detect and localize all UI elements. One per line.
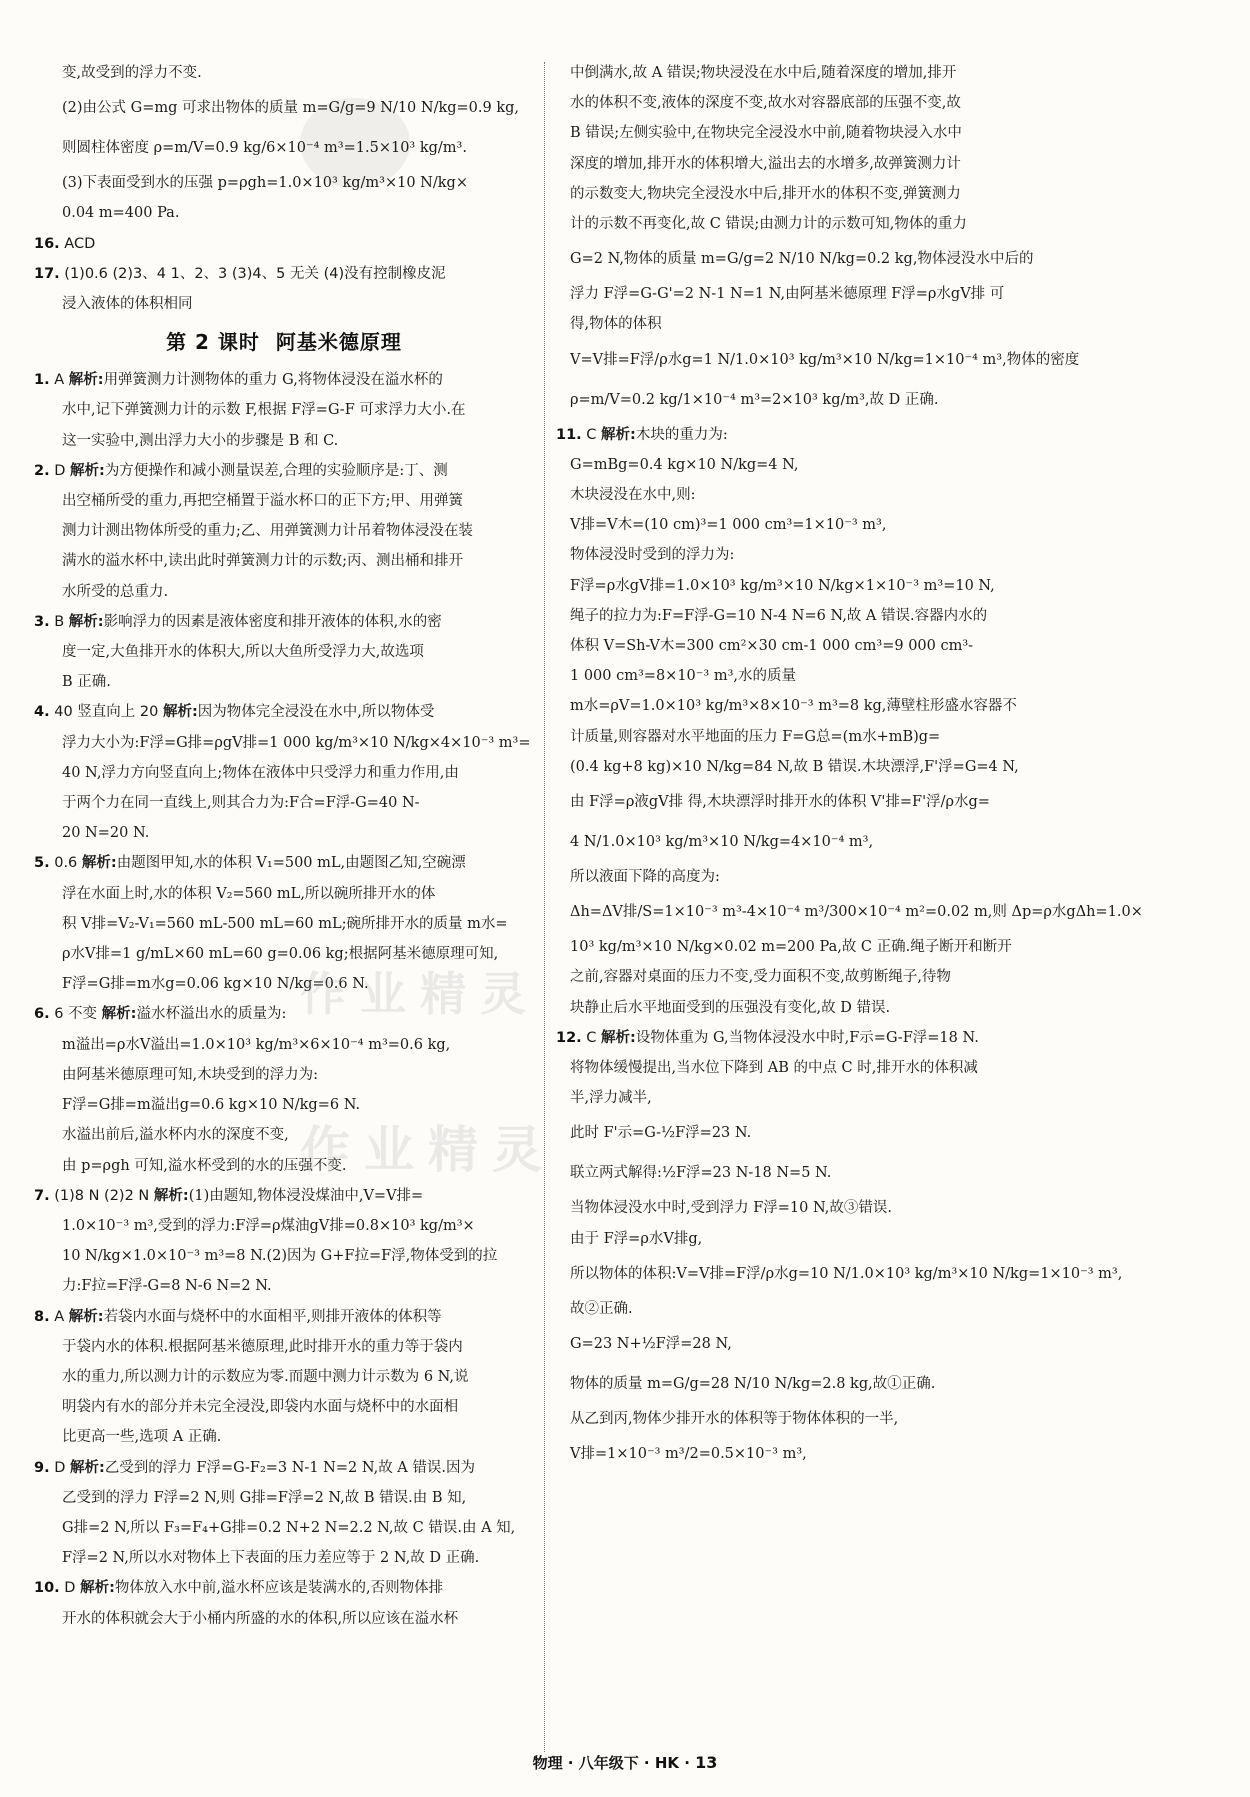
text-line: (3)下表面受到水的压强 p=ρgh=1.0×10³ kg/m³×10 N/kg× [62, 175, 468, 192]
lesson-number: 第 2 课时 [166, 330, 260, 355]
question-number: 7. [34, 1187, 50, 1204]
watermark-lower: 作业精灵 [300, 1121, 556, 1179]
text-line: 得,物体的体积 [570, 316, 662, 333]
analysis-label: 解析: [601, 1029, 636, 1046]
question-number: 10. [34, 1580, 60, 1597]
question-number: 17. [34, 265, 60, 282]
analysis-text: 溢水杯溢出水的质量为: [136, 1006, 287, 1023]
question-number: 8. [34, 1308, 50, 1325]
page-footer [0, 1752, 1250, 1773]
answer-item [34, 456, 534, 486]
analysis-label: 解析: [153, 1187, 189, 1204]
analysis-text: 物体放入水中前,溢水杯应该是装满水的,否则物体排 [114, 1580, 444, 1597]
text-line: (2)由公式 G=mg 可求出物体的质量 m=G/g=9 N/10 N/kg=0.9 kg, [62, 100, 520, 117]
text-line: 1.0×10⁻³ m³,受到的浮力:F浮=ρ煤油gV排=0.8×10³ kg/m³× [62, 1217, 475, 1234]
answer-item [34, 1573, 534, 1603]
text-line: V排=V木=(10 cm)³=1 000 cm³=1×10⁻³ m³, [570, 517, 887, 534]
text-line: 之前,容器对桌面的压力不变,受力面积不变,故剪断绳子,待物 [570, 969, 951, 986]
text-line: G=23 N+½F浮=28 N, [570, 1336, 732, 1353]
question-number: 6. [34, 1006, 50, 1023]
answer-choice: 0.6 [54, 855, 78, 872]
text-line: B 错误;左侧实验中,在物块完全浸没水中前,随着物块浸入水中 [570, 125, 962, 142]
analysis-label: 解析: [81, 855, 117, 872]
analysis-label: 解析: [70, 1459, 105, 1476]
text-line: 满水的溢水杯中,读出此时弹簧测力计的示数;丙、测出桶和排开 [62, 553, 463, 570]
answer-item [34, 1181, 534, 1211]
text-line: 从乙到丙,物体少排开水的体积等于物体体积的一半, [570, 1411, 899, 1428]
text-line: ρ水V排=1 g/mL×60 mL=60 g=0.06 kg;根据阿基米德原理可知, [62, 946, 499, 963]
page-number: 13 [695, 1753, 718, 1772]
text-line: 浮力 F浮=G-G'=2 N-1 N=1 N,由阿基米德原理 F浮=ρ水gV排 可 [570, 286, 1005, 303]
question-number: 11. [556, 426, 582, 443]
analysis-text: 影响浮力的因素是液体密度和排开液体的体积,水的密 [103, 613, 442, 630]
column-divider [544, 62, 545, 1752]
text-line: F浮=2 N,所以水对物体上下表面的压力差应等于 2 N,故 D 正确. [62, 1550, 480, 1567]
analysis-label: 解析: [601, 426, 636, 443]
answer-choice: 6 不变 [54, 1006, 98, 1023]
text-line: 由 F浮=ρ液gV排 得,木块漂浮时排开水的体积 V'排=F'浮/ρ水g= [570, 794, 990, 811]
text-line: 故②正确. [570, 1300, 633, 1317]
text-line: 当物体浸没水中时,受到浮力 F浮=10 N,故③错误. [570, 1200, 892, 1217]
lesson-title: 阿基米德原理 [275, 330, 402, 355]
text-line: 比更高一些,选项 A 正确. [62, 1429, 222, 1446]
text-line: Δh=ΔV排/S=1×10⁻³ m³-4×10⁻⁴ m³/300×10⁻⁴ m²=0.02 m,则 Δp=ρ水gΔh=1.0× [570, 904, 1143, 921]
footer-text: 物理 · 八年级下 · HK · [532, 1754, 696, 1772]
analysis-text: 因为物体完全浸没在水中,所以物体受 [197, 704, 435, 721]
text-line: F浮=G排=m溢出g=0.6 kg×10 N/kg=6 N. [62, 1097, 361, 1114]
text-line: 联立两式解得:½F浮=23 N-18 N=5 N. [570, 1165, 832, 1182]
text-line: 由 p=ρgh 可知,溢水杯受到的水的压强不变. [62, 1157, 347, 1174]
answer-choice: 40 竖直向上 20 [54, 704, 159, 721]
analysis-label: 解析: [80, 1580, 115, 1597]
text-line: m水=ρV=1.0×10³ kg/m³×8×10⁻³ m³=8 kg,薄壁柱形盛水容器不 [570, 698, 1017, 715]
answer-item [34, 259, 534, 289]
text-line: 于两个力在同一直线上,则其合力为:F合=F浮-G=40 N- [62, 795, 420, 812]
answer-choice: D [64, 1580, 76, 1597]
analysis-label: 解析: [68, 372, 104, 389]
text-line: 明袋内有水的部分并未完全浸没,即袋内水面与烧杯中的水面相 [62, 1399, 459, 1416]
analysis-text: (1)由题知,物体浸没煤油中,V=V排= [188, 1187, 424, 1204]
answer-item [34, 365, 534, 395]
text-line: 水的体积不变,液体的深度不变,故水对容器底部的压强不变,故 [570, 95, 961, 112]
text-line: 将物体缓慢提出,当水位下降到 AB 的中点 C 时,排开水的体积减 [570, 1060, 978, 1077]
text-line: 水所受的总重力. [62, 583, 169, 600]
analysis-text: 若袋内水面与烧杯中的水面相平,则排开液体的体积等 [103, 1308, 442, 1325]
answer-choice: (1)8 N (2)2 N [54, 1187, 150, 1204]
text-line: 的示数变大,物块完全浸没水中后,排开水的体积不变,弹簧测力 [570, 185, 961, 202]
text-line: 中倒满水,故 A 错误;物块浸没在水中后,随着深度的增加,排开 [570, 65, 957, 81]
analysis-label: 解析: [68, 1308, 104, 1325]
answer-choice: ACD [64, 235, 96, 252]
text-line: 水中,记下弹簧测力计的示数 F,根据 F浮=G-F 可求浮力大小.在 [62, 402, 466, 419]
analysis-label: 解析: [162, 704, 198, 721]
text-line: 这一实验中,测出浮力大小的步骤是 B 和 C. [62, 432, 339, 449]
question-number: 5. [34, 855, 50, 872]
text-line: 计的示数不再变化,故 C 错误;由测力计的示数可知,物体的重力 [570, 216, 967, 233]
text-line: 10³ kg/m³×10 N/kg×0.02 m=200 Pa,故 C 正确.绳子断开和断开 [570, 939, 1012, 956]
text-line: G=2 N,物体的质量 m=G/g=2 N/10 N/kg=0.2 kg,物体浸没水中后的 [570, 251, 1034, 268]
section-heading [34, 319, 534, 365]
text-line: 20 N=20 N. [62, 825, 150, 842]
text-line: 此时 F'示=G-½F浮=23 N. [570, 1125, 752, 1142]
text-line: 所以物体的体积:V=V排=F浮/ρ水g=10 N/1.0×10³ kg/m³×10 N/kg=1×10⁻³ m³, [570, 1265, 1123, 1282]
text-line: 水的重力,所以测力计的示数应为零.而题中测力计示数为 6 N,说 [62, 1368, 469, 1385]
text-line: 浸入液体的体积相同 [62, 296, 193, 313]
answer-choice: C [586, 426, 597, 443]
answer-item [34, 848, 534, 878]
text-line: (0.4 kg+8 kg)×10 N/kg=84 N,故 B 错误.木块漂浮,F'浮=G=4 N, [570, 758, 1019, 775]
answer-item [556, 1023, 1078, 1053]
text-line: F浮=G排=m水g=0.06 kg×10 N/kg=0.6 N. [62, 976, 369, 993]
text-line: 由阿基米德原理可知,木块受到的浮力为: [62, 1066, 318, 1083]
answer-choice: A [54, 372, 65, 389]
text-line: 度一定,大鱼排开水的体积大,所以大鱼所受浮力大,故选项 [62, 644, 424, 661]
text-line: F浮=ρ水gV排=1.0×10³ kg/m³×10 N/kg×1×10⁻³ m³=10 N, [570, 577, 995, 594]
question-number: 3. [34, 613, 50, 630]
answer-item [34, 1302, 534, 1332]
text-line: 0.04 m=400 Pa. [62, 205, 180, 222]
text-line: m溢出=ρ水V溢出=1.0×10³ kg/m³×6×10⁻⁴ m³=0.6 kg, [62, 1036, 451, 1053]
text-line: 1 000 cm³=8×10⁻³ m³,水的质量 [570, 668, 797, 685]
answer-item [34, 229, 534, 259]
text-line: 4 N/1.0×10³ kg/m³×10 N/kg=4×10⁻⁴ m³, [570, 834, 874, 851]
answer-choice: (1)0.6 (2)3、4 1、2、3 (3)4、5 无关 (4)没有控制橡皮泥 [64, 265, 446, 282]
text-line: 10 N/kg×1.0×10⁻³ m³=8 N.(2)因为 G+F拉=F浮,物体受到的拉 [62, 1248, 498, 1265]
question-number: 12. [556, 1029, 582, 1046]
analysis-label: 解析: [70, 462, 105, 479]
text-line: 则圆柱体密度 ρ=m/V=0.9 kg/6×10⁻⁴ m³=1.5×10³ kg/m³. [62, 140, 467, 157]
answer-choice: B [54, 613, 65, 630]
text-line: 40 N,浮力方向竖直向上;物体在液体中只受浮力和重力作用,由 [62, 764, 459, 781]
answer-item [556, 420, 1078, 450]
text-line: 物体的质量 m=G/g=28 N/10 N/kg=2.8 kg,故①正确. [570, 1376, 936, 1393]
analysis-text: 由题图甲知,水的体积 V₁=500 mL,由题图乙知,空碗漂 [116, 855, 466, 872]
text-line: 半,浮力减半, [570, 1090, 652, 1107]
answer-choice: A [54, 1308, 65, 1325]
text-line: 块静止后水平地面受到的压强没有变化,故 D 错误. [570, 999, 891, 1016]
text-line: 浮在水面上时,水的体积 V₂=560 mL,所以碗所排开水的体 [62, 885, 436, 902]
question-number: 2. [34, 462, 50, 479]
answer-choice: C [586, 1029, 597, 1046]
text-line: 出空桶所受的重力,再把空桶置于溢水杯口的正下方;甲、用弹簧 [62, 493, 463, 510]
analysis-text: 用弹簧测力计测物体的重力 G,将物体浸没在溢水杯的 [103, 372, 443, 389]
text-line: 深度的增加,排开水的体积增大,溢出去的水增多,故弹簧测力计 [570, 155, 961, 172]
text-line: 乙受到的浮力 F浮=2 N,则 G排=F浮=2 N,故 B 错误.由 B 知, [62, 1489, 467, 1506]
text-line: B 正确. [62, 674, 111, 691]
text-line: 物体浸没时受到的浮力为: [570, 547, 735, 564]
text-line: 测力计测出物体所受的重力;乙、用弹簧测力计吊着物体浸没在装 [62, 523, 473, 540]
question-number: 1. [34, 372, 50, 389]
text-line: 绳子的拉力为:F=F浮-G=10 N-4 N=6 N,故 A 错误.容器内水的 [570, 607, 988, 624]
text-line: 水溢出前后,溢水杯内水的深度不变, [62, 1127, 289, 1144]
analysis-text: 为方便操作和减小测量误差,合理的实验顺序是:丁、测 [104, 462, 448, 479]
answer-item [34, 999, 534, 1029]
text-line: 所以液面下降的高度为: [570, 869, 720, 886]
text-line: 于袋内水的体积.根据阿基米德原理,此时排开水的重力等于袋内 [62, 1338, 463, 1355]
analysis-text: 木块的重力为: [635, 426, 728, 443]
analysis-label: 解析: [68, 613, 104, 630]
text-line: 变,故受到的浮力不变. [62, 65, 202, 81]
text-line: ρ=m/V=0.2 kg/1×10⁻⁴ m³=2×10³ kg/m³,故 D 正确. [570, 391, 939, 408]
text-line: 积 V排=V₂-V₁=560 mL-500 mL=60 mL;碗所排开水的质量 m水= [62, 915, 508, 932]
answer-item [34, 697, 534, 727]
text-line: 力:F拉=F浮-G=8 N-6 N=2 N. [62, 1278, 272, 1295]
text-line: G=mBg=0.4 kg×10 N/kg=4 N, [570, 456, 799, 473]
text-line: V=V排=F浮/ρ水g=1 N/1.0×10³ kg/m³×10 N/kg=1×10⁻⁴ m³,物体的密度 [570, 351, 1080, 368]
analysis-label: 解析: [101, 1006, 137, 1023]
question-number: 9. [34, 1459, 50, 1476]
text-line: 计质量,则容器对水平地面的压力 F=G总=(m水+mB)g= [570, 728, 941, 745]
question-number: 4. [34, 704, 50, 721]
answer-choice: D [54, 462, 66, 479]
answer-item [34, 1453, 534, 1483]
text-line: 浮力大小为:F浮=G排=ρgV排=1 000 kg/m³×10 N/kg×4×10⁻³ m³= [62, 734, 531, 751]
question-number: 16. [34, 235, 60, 252]
analysis-text: 乙受到的浮力 F浮=G-F₂=3 N-1 N=2 N,故 A 错误.因为 [104, 1459, 476, 1476]
left-column [34, 58, 534, 1634]
text-line: 木块浸没在水中,则: [570, 487, 696, 504]
text-line: G排=2 N,所以 F₃=F₄+G排=0.2 N+2 N=2.2 N,故 C 错误.由 A 知, [62, 1519, 516, 1536]
text-line: V排=1×10⁻³ m³/2=0.5×10⁻³ m³, [570, 1446, 807, 1463]
text-line: 体积 V=Sh-V木=300 cm²×30 cm-1 000 cm³=9 000 cm³- [570, 638, 974, 655]
text-line: 由于 F浮=ρ水V排g, [570, 1230, 703, 1247]
watermark-left: 作业精灵 [300, 967, 540, 1021]
right-column [556, 58, 1143, 1474]
answer-item [34, 607, 534, 637]
answer-choice: D [54, 1459, 66, 1476]
analysis-text: 设物体重为 G,当物体浸没水中时,F示=G-F浮=18 N. [635, 1029, 979, 1046]
text-line: 开水的体积就会大于小桶内所盛的水的体积,所以应该在溢水杯 [62, 1610, 459, 1627]
